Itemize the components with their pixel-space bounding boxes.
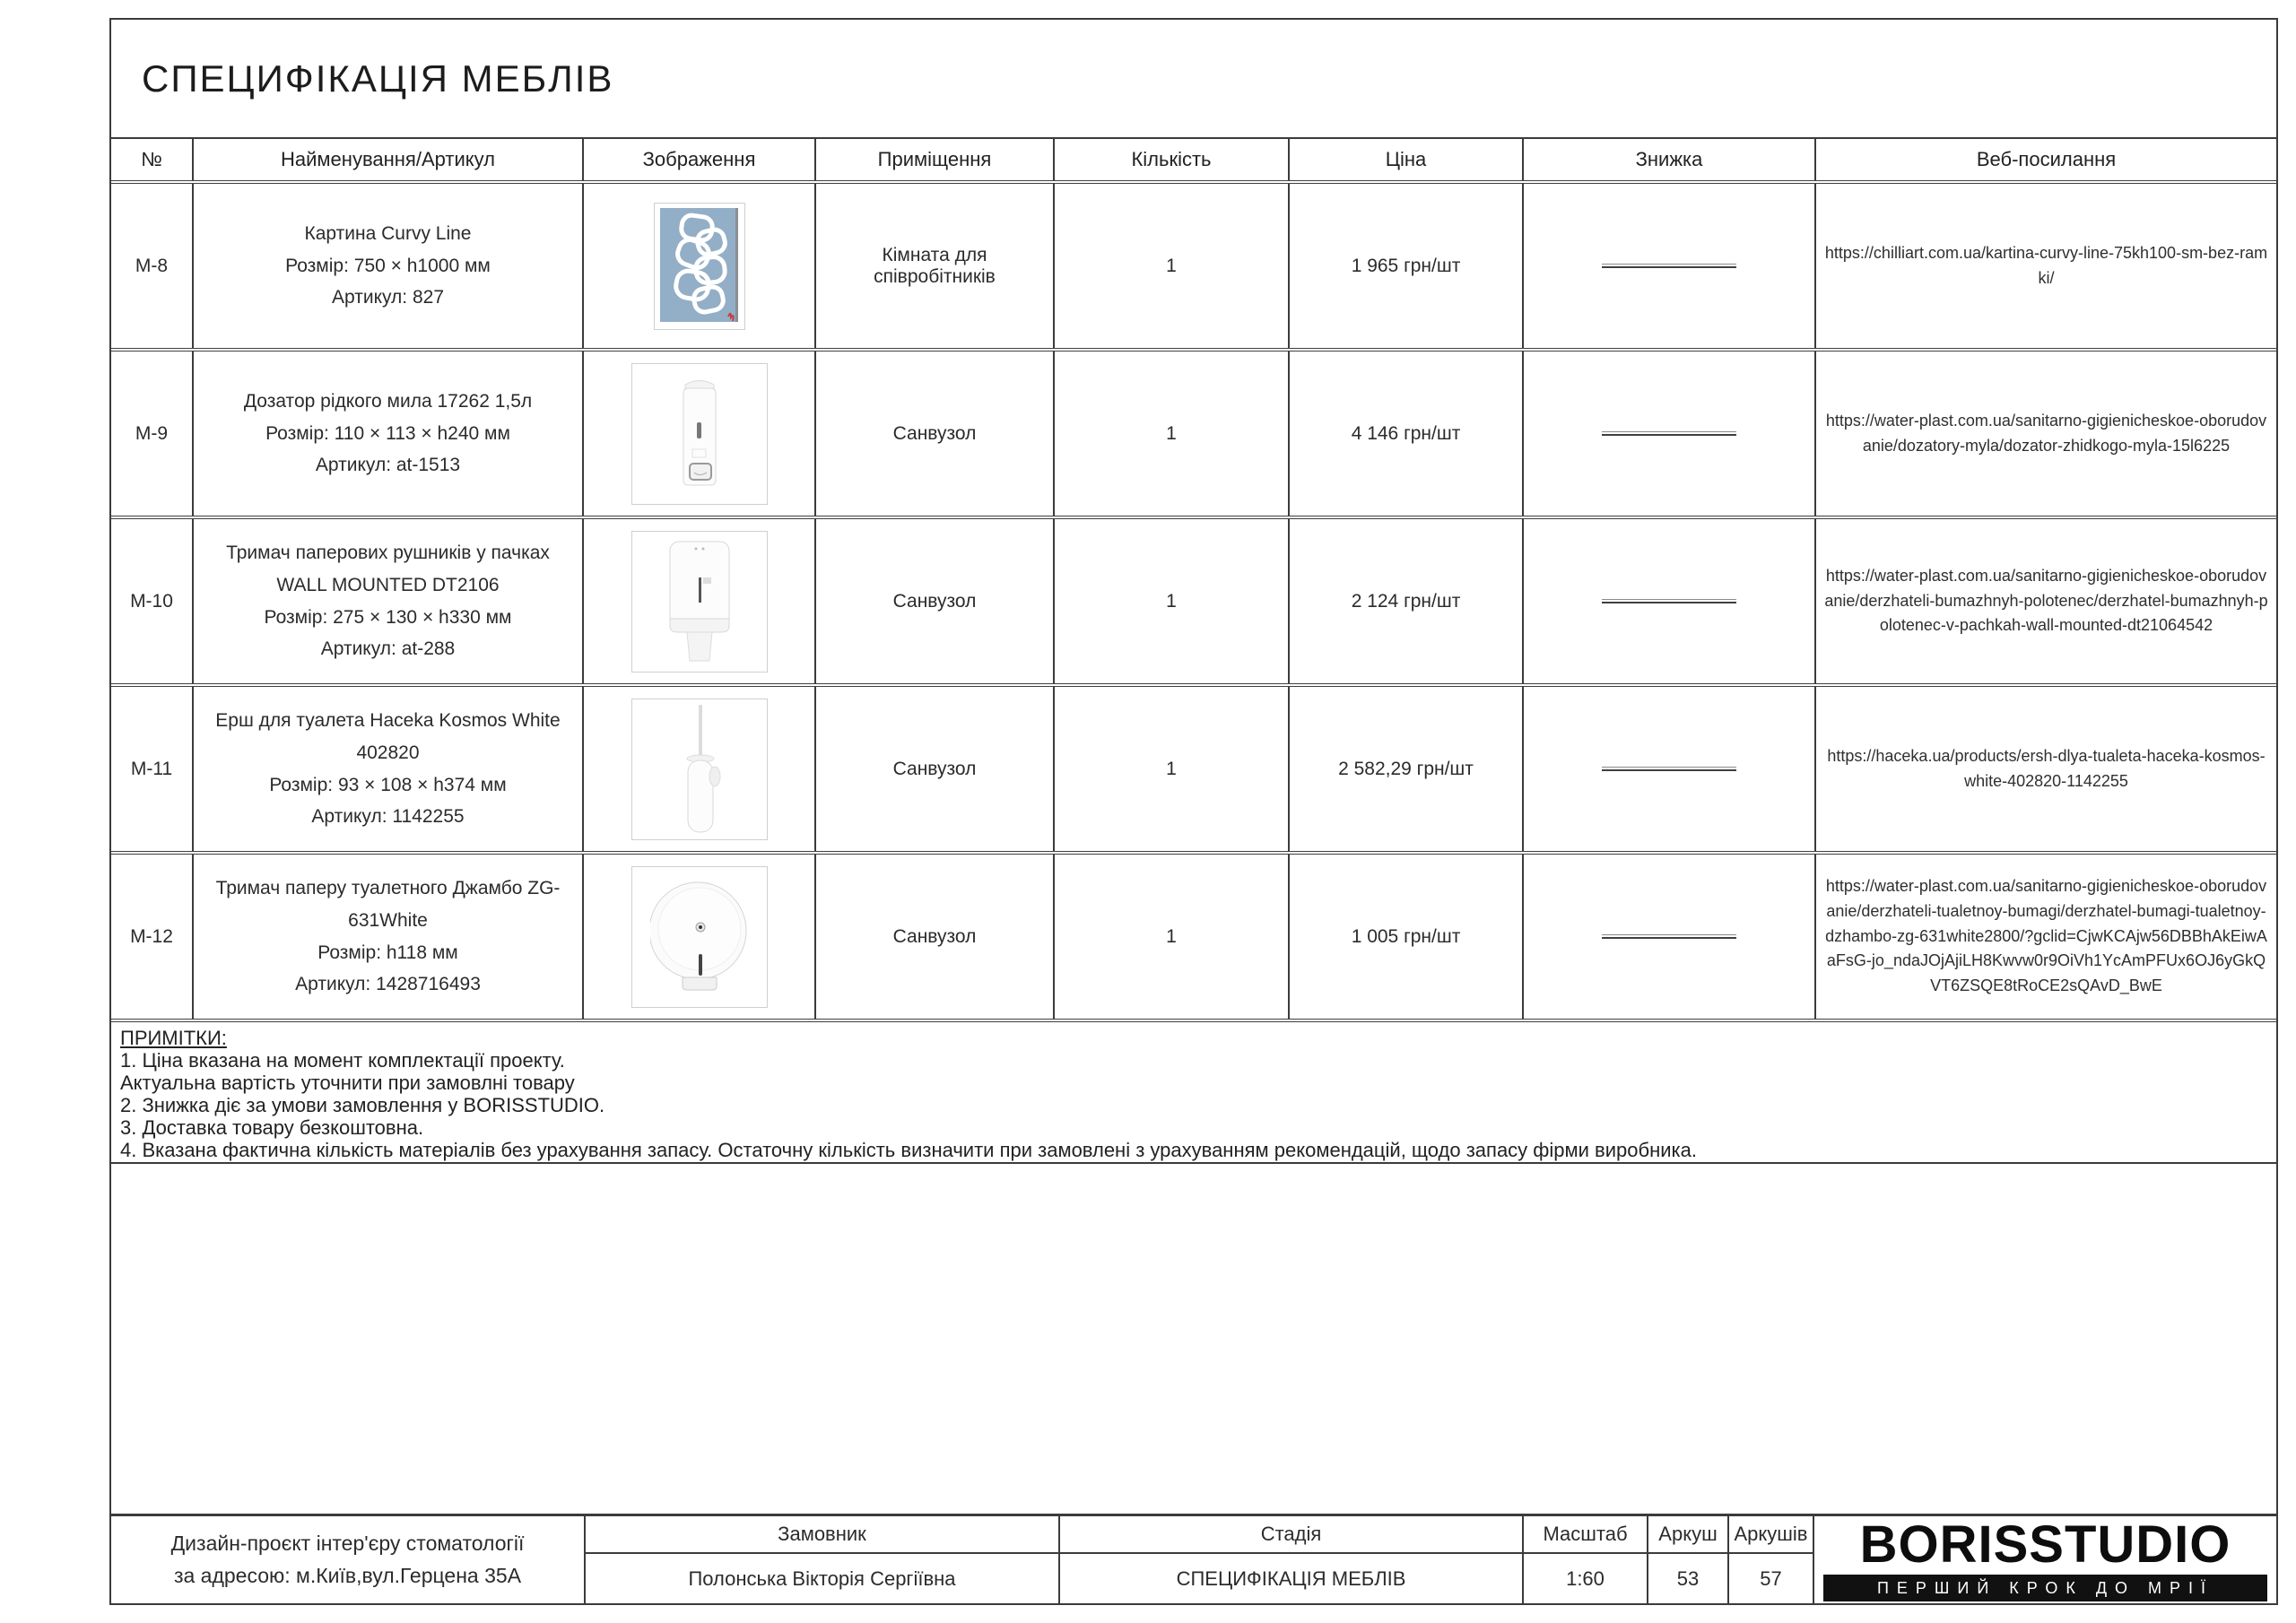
stage-label: Стадія [1060, 1516, 1522, 1554]
col-header-qty: Кількість [1055, 139, 1290, 180]
col-header-url: Веб-посилання [1976, 148, 2117, 170]
note-line: 4. Вказана фактична кількість матеріалів без урахування запасу. Остаточну кількість визначити при замовлені з урахуванням рекомендацій, щодо запасу фірми виробника. [120, 1139, 1697, 1161]
item-image-cell [584, 519, 816, 683]
item-discount-cell [1524, 687, 1816, 851]
title-block [111, 1514, 2276, 1603]
specification-sheet [109, 18, 2278, 1605]
scale-block [1524, 1516, 1648, 1603]
item-name: Дозатор рідкого мила 17262 1,5л [243, 390, 533, 412]
borisstudio-logo [1814, 1516, 2276, 1603]
discount-dash [1602, 934, 1736, 939]
project-line-2: за адресою: м.Київ,вул.Герцена 35А [173, 1563, 522, 1587]
item-image-cell [584, 184, 816, 348]
note-line: Актуальна вартість уточнити при замовлні товару [120, 1072, 575, 1094]
item-url[interactable]: https://haceka.ua/products/ersh-dlya-tualeta-haceka-kosmos-white-402820-1142255 [1827, 746, 2266, 790]
note-line: 1. Ціна вказана на момент комплектації проекту. [120, 1049, 565, 1072]
product-photo-towel-dispenser [631, 531, 768, 673]
discount-dash [1602, 767, 1736, 771]
item-name-cell [194, 687, 584, 851]
product-photo-toilet-brush [631, 699, 768, 840]
item-discount-cell [1524, 519, 1816, 683]
item-price: 2 582,29 грн/шт [1290, 687, 1524, 851]
item-url[interactable]: https://water-plast.com.ua/sanitarno-gigienicheskoe-oborudovanie/derzhateli-bumazhnyh-polotenec/derzhatel-bumazhnyh-polotenec-v-pachkah-wall-mounted-dt21064542 [1824, 566, 2268, 635]
item-size: Розмір: 750 × h1000 мм [285, 255, 491, 276]
project-description [111, 1516, 586, 1603]
scale-value: 1:60 [1566, 1567, 1605, 1590]
discount-dash [1602, 599, 1736, 603]
sheet-value: 53 [1676, 1567, 1700, 1590]
item-url[interactable]: https://water-plast.com.ua/sanitarno-gigienicheskoe-oborudovanie/dozatory-myla/dozator-zhidkogo-myla-15l6225 [1825, 411, 2267, 455]
item-price: 1 965 грн/шт [1290, 184, 1524, 348]
item-url[interactable]: https://water-plast.com.ua/sanitarno-gigienicheskoe-oborudovanie/derzhateli-tualetnoy-bumagi/derzhatel-bumagi-tualetnoy-dzhambo-zg-631white2800/?gclid=CjwKCAjw56DBBhAkEiwAaFsG-jo_ndaJOjAjiLH8Kwvw0r9OiVh1YcAmPFUx6OJ6yGkQVT6ZSQE8tRoCE2sQAvD_BwE [1825, 876, 2267, 995]
towel-dispenser-graphic [655, 534, 744, 669]
project-line-1: Дизайн-проєкт інтер'єру стоматології [170, 1531, 525, 1555]
item-discount-cell [1524, 855, 1816, 1019]
stage-block [1060, 1516, 1524, 1603]
item-no: М-11 [111, 687, 194, 851]
title-row [111, 20, 2276, 139]
item-no: М-9 [111, 352, 194, 516]
item-room: Кімната для співробітників [816, 184, 1055, 348]
scale-label: Масштаб [1524, 1516, 1647, 1554]
table-row [111, 352, 2276, 519]
col-header-image: Зображення [584, 139, 816, 180]
item-room: Санвузол [816, 519, 1055, 683]
table-row [111, 184, 2276, 352]
item-size: Розмір: 93 × 108 × h374 мм [269, 774, 507, 795]
item-size: Розмір: 110 × 113 × h240 мм [265, 422, 510, 444]
jumbo-paper-dispenser-graphic [650, 872, 749, 1002]
item-price: 4 146 грн/шт [1290, 352, 1524, 516]
toilet-brush-graphic [655, 701, 744, 838]
sheets-value: 57 [1760, 1567, 1782, 1590]
col-header-name: Найменування/Артикул [194, 139, 584, 180]
table-header-row [111, 139, 2276, 184]
sheet-number-block [1648, 1516, 1729, 1603]
product-photo-paper-dispenser [631, 866, 768, 1008]
item-article: Артикул: at-288 [320, 638, 456, 660]
product-photo-soap-dispenser [631, 363, 768, 505]
item-name-cell [194, 352, 584, 516]
note-line: 3. Доставка товару безкоштовна. [120, 1116, 424, 1139]
item-name-cell [194, 855, 584, 1019]
item-qty: 1 [1055, 184, 1290, 348]
item-discount-cell [1524, 352, 1816, 516]
discount-dash [1602, 264, 1736, 268]
customer-block [586, 1516, 1060, 1603]
item-discount-cell [1524, 184, 1816, 348]
item-image-cell [584, 687, 816, 851]
item-room: Санвузол [816, 687, 1055, 851]
item-room: Санвузол [816, 352, 1055, 516]
stage-value: СПЕЦИФІКАЦІЯ МЕБЛІВ [1176, 1567, 1406, 1590]
col-header-price: Ціна [1290, 139, 1524, 180]
table-row [111, 855, 2276, 1022]
item-size: Розмір: 275 × 130 × h330 мм [264, 606, 512, 628]
sheet-label: Аркуш [1648, 1516, 1727, 1554]
page-title: СПЕЦИФІКАЦІЯ МЕБЛІВ [142, 56, 614, 100]
item-url[interactable]: https://chilliart.com.ua/kartina-curvy-line-75kh100-sm-bez-ramki/ [1824, 243, 2268, 287]
item-no: М-8 [111, 184, 194, 348]
col-header-room: Приміщення [816, 139, 1055, 180]
sheets-label: Аркушів [1729, 1516, 1813, 1554]
item-no: М-12 [111, 855, 194, 1019]
item-name: Тримач паперу туалетного Джамбо ZG-631White [215, 878, 561, 931]
discount-dash [1602, 431, 1736, 436]
item-image-cell [584, 855, 816, 1019]
item-name: Ерш для туалета Haceka Kosmos White 402820 [215, 710, 561, 763]
item-price: 2 124 грн/шт [1290, 519, 1524, 683]
col-header-no: № [111, 139, 194, 180]
note-line: 2. Знижка діє за умови замовлення у BORISSTUDIO. [120, 1094, 605, 1116]
curvy-line-painting-graphic [655, 204, 744, 329]
notes-section [111, 1022, 2276, 1164]
item-article: Артикул: 827 [332, 287, 444, 308]
logo-wordmark: BORISSTUDIO [1859, 1515, 2231, 1574]
customer-value: Полонська Вікторія Сергіївна [688, 1567, 956, 1590]
item-room: Санвузол [816, 855, 1055, 1019]
sheets-total-block [1729, 1516, 1814, 1603]
item-image-cell [584, 352, 816, 516]
item-article: Артикул: 1428716493 [295, 974, 481, 995]
item-name: Тримач паперових рушників у пачках WALL MOUNTED DT2106 [226, 542, 550, 595]
item-name: Картина Curvy Line [304, 222, 472, 244]
col-header-discount: Знижка [1524, 139, 1816, 180]
table-row [111, 519, 2276, 687]
notes-heading: ПРИМІТКИ: [120, 1027, 227, 1049]
table-row [111, 687, 2276, 855]
item-qty: 1 [1055, 352, 1290, 516]
item-qty: 1 [1055, 519, 1290, 683]
item-size: Розмір: h118 мм [317, 942, 458, 963]
item-price: 1 005 грн/шт [1290, 855, 1524, 1019]
item-article: Артикул: at-1513 [315, 455, 461, 476]
item-name-cell [194, 184, 584, 348]
logo-tagline: ПЕРШИЙ КРОК ДО МРІЇ [1823, 1575, 2267, 1601]
item-name-cell [194, 519, 584, 683]
item-qty: 1 [1055, 687, 1290, 851]
soap-dispenser-graphic [655, 367, 744, 501]
empty-area [111, 1164, 2276, 1514]
item-article: Артикул: 1142255 [311, 806, 465, 828]
item-no: М-10 [111, 519, 194, 683]
item-qty: 1 [1055, 855, 1290, 1019]
product-photo-curvy-line-painting [654, 203, 745, 330]
customer-label: Замовник [586, 1516, 1058, 1554]
